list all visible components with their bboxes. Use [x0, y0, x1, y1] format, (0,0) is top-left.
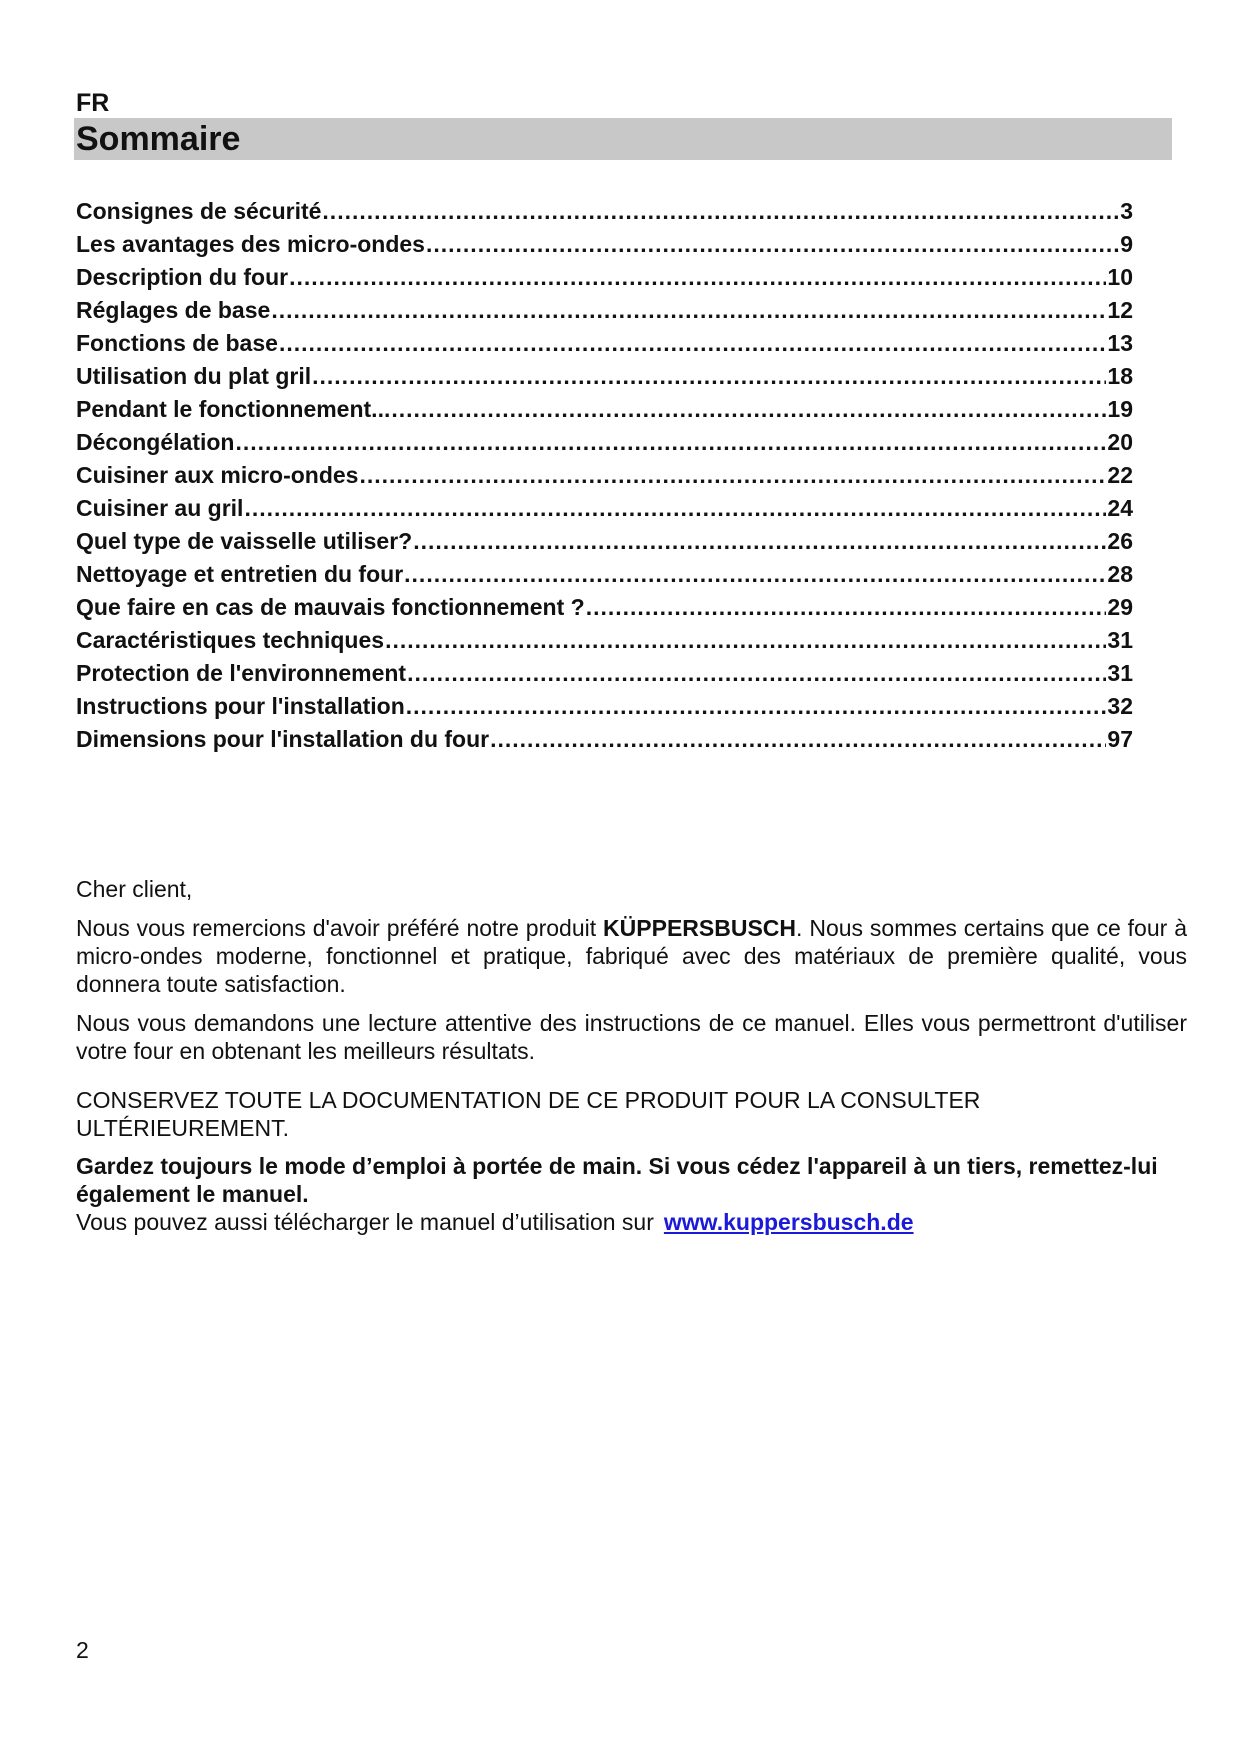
toc-entry[interactable] [76, 693, 1133, 726]
toc-entry-label: Cuisiner aux micro-ondes [76, 462, 359, 488]
toc-leader-dots [385, 627, 1106, 654]
table-of-contents [76, 198, 1133, 759]
toc-leader-dots [271, 297, 1106, 324]
thanks-text-end: . Nous sommes certains que ce four à micro-ondes moderne, fonctionnel et pratique, fabriqué avec des matériaux de première qualité, vous donnera toute satisfaction. [76, 915, 1187, 997]
toc-entry-page: 20 [1107, 429, 1133, 455]
toc-entry[interactable] [76, 231, 1133, 264]
toc-entry-page: 32 [1107, 693, 1133, 719]
toc-leader-dots [391, 396, 1106, 423]
toc-leader-dots [289, 264, 1106, 291]
toc-entry[interactable] [76, 198, 1133, 231]
toc-entry[interactable] [76, 264, 1133, 297]
page-number: 2 [76, 1637, 89, 1663]
title-bar [74, 118, 1172, 160]
toc-leader-dots [406, 693, 1107, 720]
toc-entry-page: 24 [1107, 495, 1133, 521]
toc-entry-page: 22 [1107, 462, 1133, 488]
toc-entry-page: 97 [1107, 726, 1133, 752]
keep-manual-notice: Gardez toujours le mode d’emploi à portée de main. Si vous cédez l'appareil à un tiers, remettez-lui également le manuel. [76, 1153, 1158, 1207]
toc-entry[interactable] [76, 627, 1133, 660]
toc-entry-label: Réglages de base [76, 297, 271, 323]
brand-name: KÜPPERSBUSCH [603, 915, 797, 941]
toc-entry-label: Protection de l'environnement [76, 660, 407, 686]
toc-leader-dots [322, 198, 1119, 225]
toc-entry-label: Pendant le fonctionnement... [76, 396, 391, 422]
toc-leader-dots [413, 528, 1106, 555]
toc-entry-label: Consignes de sécurité [76, 198, 322, 224]
toc-entry[interactable] [76, 363, 1133, 396]
toc-entry[interactable] [76, 660, 1133, 693]
thanks-paragraph [76, 914, 1187, 998]
toc-entry[interactable] [76, 495, 1133, 528]
toc-entry-page: 19 [1107, 396, 1133, 422]
toc-entry[interactable] [76, 561, 1133, 594]
toc-entry-label: Description du four [76, 264, 289, 290]
toc-entry-label: Quel type de vaisselle utiliser? [76, 528, 413, 554]
keep-documentation-notice: CONSERVEZ TOUTE LA DOCUMENTATION DE CE PRODUIT POUR LA CONSULTER ULTÉRIEUREMENT. [76, 1087, 981, 1141]
toc-entry[interactable] [76, 429, 1133, 462]
toc-leader-dots [244, 495, 1106, 522]
toc-entry[interactable] [76, 396, 1133, 429]
toc-entry-label: Nettoyage et entretien du four [76, 561, 404, 587]
toc-entry-page: 3 [1120, 198, 1133, 224]
toc-leader-dots [407, 660, 1106, 687]
language-code: FR [76, 89, 110, 117]
toc-entry-label: Décongélation [76, 429, 235, 455]
download-text: Vous pouvez aussi télécharger le manuel d’utilisation sur [76, 1209, 654, 1235]
thanks-text-start: Nous vous remercions d'avoir préféré notre produit [76, 915, 604, 941]
toc-entry-label: Utilisation du plat gril [76, 363, 312, 389]
toc-entry-page: 13 [1107, 330, 1133, 356]
toc-entry-page: 26 [1107, 528, 1133, 554]
toc-entry-label: Cuisiner au gril [76, 495, 244, 521]
greeting: Cher client, [76, 876, 193, 902]
toc-entry[interactable] [76, 726, 1133, 759]
toc-leader-dots [586, 594, 1107, 621]
toc-entry-page: 31 [1107, 627, 1133, 653]
toc-entry-label: Caractéristiques techniques [76, 627, 385, 653]
toc-entry[interactable] [76, 528, 1133, 561]
toc-entry[interactable] [76, 462, 1133, 495]
toc-entry-label: Dimensions pour l'installation du four [76, 726, 490, 752]
toc-entry-page: 28 [1107, 561, 1133, 587]
toc-entry-label: Instructions pour l'installation [76, 693, 405, 719]
toc-entry[interactable] [76, 594, 1133, 627]
toc-entry-page: 9 [1120, 231, 1133, 257]
toc-entry-label: Les avantages des micro-ondes [76, 231, 425, 257]
toc-leader-dots [359, 462, 1106, 489]
toc-entry[interactable] [76, 297, 1133, 330]
toc-leader-dots [312, 363, 1106, 390]
instructions-paragraph: Nous vous demandons une lecture attentive des instructions de ce manuel. Elles vous permettront d'utiliser votre four en obtenant les meilleurs résultats. [76, 1010, 1187, 1064]
toc-entry-page: 31 [1107, 660, 1133, 686]
toc-entry-page: 18 [1107, 363, 1133, 389]
toc-leader-dots [404, 561, 1106, 588]
download-paragraph [76, 1208, 1187, 1236]
toc-entry-label: Fonctions de base [76, 330, 278, 356]
toc-entry-page: 12 [1107, 297, 1133, 323]
toc-entry-label: Que faire en cas de mauvais fonctionnement ? [76, 594, 585, 620]
document-page [76, 88, 1187, 1236]
website-link[interactable]: www.kuppersbusch.de [663, 1209, 914, 1235]
toc-entry[interactable] [76, 330, 1133, 363]
toc-leader-dots [490, 726, 1106, 753]
page-title: Sommaire [76, 120, 241, 158]
introduction [76, 875, 1187, 1236]
toc-leader-dots [426, 231, 1119, 258]
toc-entry-page: 10 [1107, 264, 1133, 290]
toc-leader-dots [235, 429, 1106, 456]
toc-entry-page: 29 [1107, 594, 1133, 620]
toc-leader-dots [279, 330, 1106, 357]
